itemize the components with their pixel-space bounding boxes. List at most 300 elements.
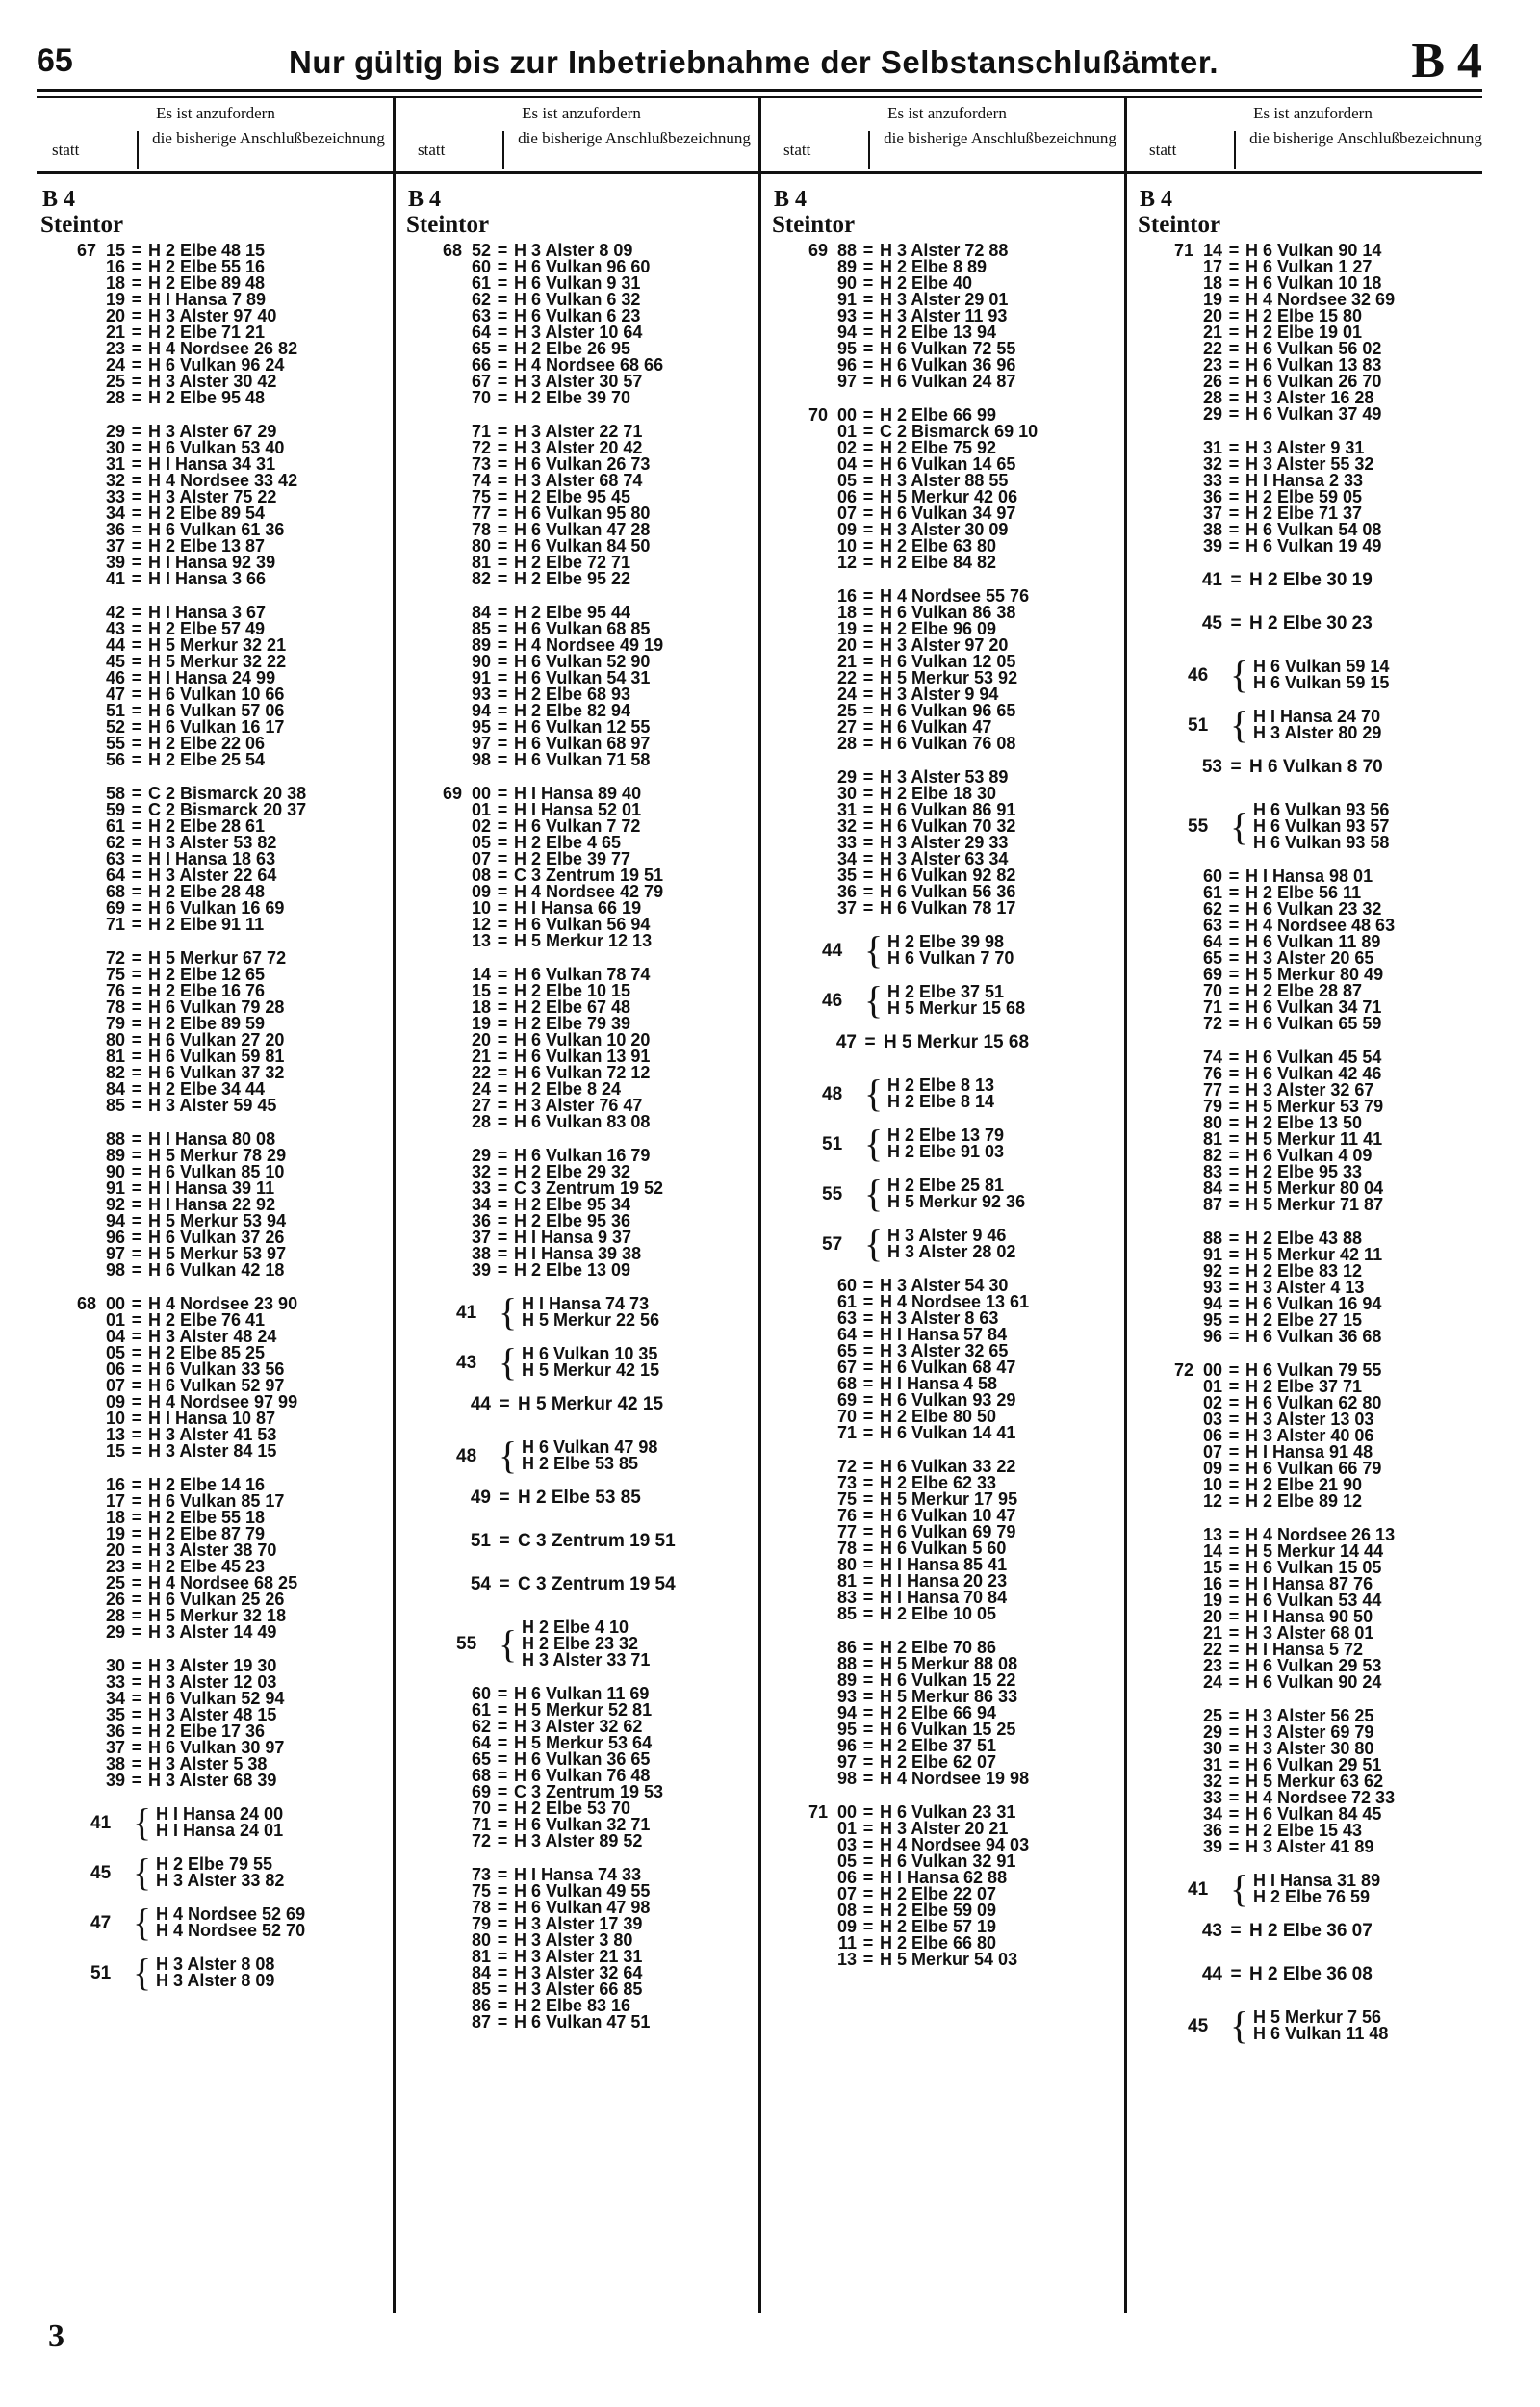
table-row	[770, 736, 1124, 752]
new-number: 77	[1202, 1080, 1222, 1100]
new-number: 77	[836, 1522, 857, 1541]
equals-sign: =	[862, 339, 874, 358]
new-number: 72	[836, 1457, 857, 1476]
previous-designation: H 3 Alster 12 03	[148, 1672, 277, 1692]
equals-sign: =	[1228, 1821, 1240, 1840]
new-number: 19	[105, 290, 125, 309]
equals-sign: =	[1228, 1294, 1240, 1313]
entry-list	[404, 243, 758, 2048]
section-name: Steintor	[406, 212, 490, 238]
table-row	[404, 1833, 758, 1850]
new-number: 70	[471, 388, 491, 407]
new-number: 43	[1201, 1921, 1222, 1941]
previous-designation: H 6 Vulkan 90 14	[1245, 241, 1382, 260]
previous-designation: H 2 Elbe 83 12	[1245, 1261, 1363, 1281]
new-number: 33	[1202, 471, 1222, 490]
single-entry	[1136, 1923, 1490, 1939]
equals-sign: =	[1228, 981, 1240, 1000]
previous-designation: H 2 Elbe 79 39	[514, 1014, 631, 1033]
previous-designation: C 2 Bismarck 20 38	[148, 784, 307, 803]
column-subheader	[1136, 100, 1490, 169]
equals-sign: =	[862, 422, 874, 441]
new-number: 00	[836, 405, 857, 425]
brace-glyph: {	[1230, 804, 1249, 848]
equals-sign: =	[131, 1211, 142, 1230]
previous-designation: H 2 Elbe 89 48	[148, 273, 266, 293]
equals-sign: =	[131, 273, 142, 293]
new-number: 64	[1202, 932, 1222, 951]
previous-designation: H 3 Alster 32 64	[514, 1963, 643, 1982]
equals-sign: =	[862, 619, 874, 638]
new-number: 89	[105, 1146, 125, 1165]
previous-designation: H 2 Elbe 4 10	[522, 1618, 629, 1637]
new-number: 02	[471, 816, 491, 836]
equals-sign: =	[862, 1588, 874, 1607]
new-number: 96	[836, 355, 857, 375]
previous-designation: H 2 Elbe 70 86	[880, 1638, 997, 1657]
equals-sign: =	[862, 833, 874, 852]
entry-group	[1136, 243, 1490, 423]
equals-sign: =	[497, 536, 508, 556]
previous-designation: H 2 Elbe 56 11	[1245, 883, 1362, 902]
new-number: 33	[1202, 1788, 1222, 1807]
new-number: 93	[836, 1687, 857, 1706]
previous-designation: H 2 Elbe 66 99	[880, 405, 997, 425]
new-number: 29	[105, 1622, 125, 1642]
previous-designation: H 3 Alster 9 46	[887, 1226, 1007, 1245]
equals-sign: =	[131, 1491, 142, 1511]
new-number: 30	[1202, 1739, 1222, 1758]
previous-designation-list	[156, 1906, 393, 1939]
previous-designation: H 4 Nordsee 33 42	[148, 471, 298, 490]
new-number: 74	[1202, 1048, 1222, 1067]
equals-sign: =	[1228, 1541, 1240, 1561]
previous-designation: H 3 Alster 69 79	[1245, 1722, 1374, 1742]
equals-sign: =	[1228, 1772, 1240, 1791]
previous-designation: C 2 Bismarck 69 10	[880, 422, 1039, 441]
entry-group	[1136, 1230, 1490, 1345]
subheader-request-label: Es ist anzufordern	[156, 104, 275, 122]
new-number: 71	[1202, 997, 1222, 1017]
entry-group	[404, 786, 758, 949]
previous-designation: H 2 Elbe 39 98	[887, 932, 1005, 951]
new-number: 75	[105, 965, 125, 984]
new-number: 96	[105, 1228, 125, 1247]
equals-sign: =	[862, 701, 874, 720]
equals-sign: =	[1228, 487, 1240, 506]
entry-group	[770, 769, 1124, 917]
equals-sign: =	[131, 1030, 142, 1049]
previous-designation: H 6 Vulkan 29 51	[1245, 1755, 1382, 1774]
table-row	[770, 1771, 1124, 1787]
equals-sign: =	[131, 652, 142, 671]
new-number: 11	[837, 1933, 857, 1953]
previous-designation: H I Hansa 39 38	[514, 1244, 642, 1263]
equals-sign: =	[131, 1178, 142, 1198]
new-number: 02	[836, 438, 857, 457]
equals-sign: =	[497, 981, 508, 1000]
previous-designation: H I Hansa 85 41	[880, 1555, 1008, 1574]
table-row	[404, 1262, 758, 1279]
previous-designation: H 2 Elbe 18 30	[880, 784, 997, 803]
subheader-previous-label: die bisherige Anschlußbezeichnung	[1249, 129, 1482, 147]
new-number: 91	[836, 290, 857, 309]
new-number: 20	[1202, 1607, 1222, 1626]
table-row	[770, 1606, 1124, 1622]
previous-designation: H 2 Elbe 22 06	[148, 734, 266, 753]
equals-sign: =	[1228, 1261, 1240, 1281]
previous-designation-list	[1253, 1873, 1490, 1905]
new-number: 55	[456, 1634, 477, 1654]
equals-sign: =	[497, 1733, 508, 1752]
equals-sign: =	[497, 553, 508, 572]
new-number: 90	[836, 273, 857, 293]
new-number: 52	[471, 241, 491, 260]
hundreds-prefix: 68	[76, 1294, 96, 1313]
equals-sign: =	[497, 619, 508, 638]
single-entry	[770, 1034, 1124, 1050]
previous-designation: H 5 Merkur 42 11	[1245, 1245, 1383, 1264]
equals-sign: =	[497, 668, 508, 687]
equals-sign: =	[497, 800, 508, 819]
equals-sign: =	[497, 388, 508, 407]
previous-designation: H 6 Vulkan 33 56	[148, 1359, 285, 1379]
equals-sign: =	[862, 471, 874, 490]
previous-designation: H 6 Vulkan 86 38	[880, 603, 1016, 622]
new-number: 19	[471, 1014, 491, 1033]
new-number: 48	[822, 1083, 843, 1104]
new-number: 24	[836, 685, 857, 704]
new-number: 68	[471, 1766, 491, 1785]
new-number: 79	[105, 1014, 125, 1033]
equals-sign: =	[1228, 1837, 1240, 1856]
new-number: 21	[471, 1047, 491, 1066]
new-number: 45	[1201, 613, 1222, 634]
new-number: 86	[471, 1996, 491, 2015]
new-number: 01	[1202, 1377, 1222, 1396]
previous-designation: H 2 Elbe 76 41	[148, 1310, 266, 1330]
previous-designation: H 5 Merkur 92 36	[887, 1192, 1026, 1211]
equals-sign: =	[131, 866, 142, 885]
equals-sign: =	[1230, 1964, 1242, 1984]
equals-sign: =	[862, 1851, 874, 1871]
equals-sign: =	[862, 1292, 874, 1311]
equals-sign: =	[862, 405, 874, 425]
entry-group	[38, 950, 393, 1114]
equals-sign: =	[862, 586, 874, 606]
equals-sign: =	[131, 898, 142, 918]
new-number: 76	[105, 981, 125, 1000]
previous-designation: H 6 Vulkan 79 55	[1245, 1360, 1382, 1380]
equals-sign: =	[1228, 1014, 1240, 1033]
equals-sign: =	[497, 1014, 508, 1033]
subheader-request-label: Es ist anzufordern	[1253, 104, 1373, 122]
previous-designation: H 2 Elbe 15 80	[1245, 306, 1363, 325]
new-number: 36	[471, 1211, 491, 1230]
previous-designation: H 6 Vulkan 13 91	[514, 1047, 651, 1066]
new-number: 63	[1202, 916, 1222, 935]
new-number: 84	[471, 603, 491, 622]
subheader-statt-label: statt	[52, 141, 80, 159]
previous-designation: H 2 Elbe 95 34	[514, 1195, 631, 1214]
equals-sign: =	[499, 1394, 510, 1414]
equals-sign: =	[131, 1260, 142, 1280]
brace-glyph: {	[499, 1290, 518, 1333]
equals-sign: =	[497, 306, 508, 325]
previous-designation: H 3 Alster 11 93	[880, 306, 1008, 325]
entry-group	[770, 407, 1124, 571]
brace-glyph: {	[1230, 2004, 1249, 2047]
entry-group	[38, 1296, 393, 1460]
equals-sign: =	[131, 619, 142, 638]
equals-sign: =	[1228, 1607, 1240, 1626]
equals-sign: =	[497, 1047, 508, 1066]
equals-sign: =	[862, 603, 874, 622]
equals-sign: =	[497, 1244, 508, 1263]
previous-designation: H 2 Elbe 39 77	[514, 849, 631, 868]
new-number: 81	[836, 1571, 857, 1591]
previous-designation-list	[887, 1178, 1124, 1210]
new-number: 78	[105, 997, 125, 1017]
previous-designation: H 3 Alster 9 94	[880, 685, 999, 704]
previous-designation: H 6 Vulkan 76 08	[880, 734, 1016, 753]
previous-designation-list	[156, 1856, 393, 1889]
new-number: 75	[471, 1881, 491, 1901]
new-number: 81	[471, 553, 491, 572]
new-number: 98	[471, 750, 491, 769]
entry-group	[404, 1686, 758, 1850]
previous-designation: H 2 Elbe 26 95	[514, 339, 631, 358]
column-subheader	[404, 100, 758, 169]
previous-designation: H 5 Merkur 71 87	[1245, 1195, 1384, 1214]
equals-sign: =	[497, 1162, 508, 1181]
subheader-request-label: Es ist anzufordern	[522, 104, 641, 122]
new-number: 60	[471, 257, 491, 276]
previous-designation: H 2 Elbe 57 19	[880, 1917, 997, 1936]
equals-sign: =	[131, 1195, 142, 1214]
column-subheader	[38, 100, 393, 169]
equals-sign: =	[1228, 1162, 1240, 1181]
equals-sign: =	[497, 438, 508, 457]
previous-designation: H 6 Vulkan 83 08	[514, 1112, 651, 1131]
hundreds-prefix: 67	[76, 241, 96, 260]
equals-sign: =	[1228, 997, 1240, 1017]
previous-designation: H 6 Vulkan 37 49	[1245, 404, 1382, 424]
previous-designation: H 2 Elbe 53 85	[522, 1454, 639, 1473]
equals-sign: =	[862, 717, 874, 737]
table-row	[1136, 538, 1490, 555]
equals-sign: =	[497, 2012, 508, 2032]
previous-designation-list	[156, 1956, 393, 1989]
equals-sign: =	[1228, 1788, 1240, 1807]
previous-designation: H 2 Elbe 37 71	[1245, 1377, 1363, 1396]
equals-sign: =	[862, 882, 874, 901]
hundreds-prefix: 70	[808, 405, 828, 425]
braced-entry	[38, 1951, 393, 1994]
entry-group	[770, 1459, 1124, 1622]
braced-entry	[404, 1340, 758, 1384]
previous-designation: H I Hansa 18 63	[148, 849, 276, 868]
equals-sign: =	[131, 1096, 142, 1115]
new-number: 23	[1202, 355, 1222, 375]
braced-entry	[38, 1901, 393, 1944]
new-number: 28	[836, 734, 857, 753]
equals-sign: =	[862, 372, 874, 391]
new-number: 61	[105, 816, 125, 836]
previous-designation: H 3 Alster 97 40	[148, 306, 277, 325]
new-number: 05	[836, 471, 857, 490]
equals-sign: =	[1228, 339, 1240, 358]
previous-designation: H 6 Vulkan 56 36	[880, 882, 1016, 901]
new-number: 15	[105, 241, 125, 260]
previous-designation: H 2 Elbe 53 85	[518, 1488, 641, 1508]
equals-sign: =	[497, 1228, 508, 1247]
equals-sign: =	[862, 1407, 874, 1426]
previous-designation: H 2 Elbe 89 59	[148, 1014, 266, 1033]
previous-designation: H I Hansa 89 40	[514, 784, 642, 803]
entry-group	[38, 1658, 393, 1789]
equals-sign: =	[1228, 355, 1240, 375]
braced-entry	[1136, 802, 1490, 851]
previous-designation: H 2 Elbe 25 54	[148, 750, 266, 769]
hundreds-prefix: 71	[1173, 241, 1194, 260]
previous-designation: H 4 Nordsee 68 66	[514, 355, 664, 375]
previous-designation: H 6 Vulkan 15 25	[880, 1720, 1016, 1739]
equals-sign: =	[862, 1901, 874, 1920]
equals-sign: =	[497, 1146, 508, 1165]
braced-entry	[770, 928, 1124, 971]
previous-designation: H 6 Vulkan 47	[880, 717, 992, 737]
equals-sign: =	[1228, 1393, 1240, 1412]
new-number: 72	[105, 948, 125, 968]
equals-sign: =	[862, 1473, 874, 1492]
previous-designation: H 6 Vulkan 54 31	[514, 668, 651, 687]
previous-designation: H 5 Merkur 78 29	[148, 1146, 287, 1165]
previous-designation: H 6 Vulkan 16 79	[514, 1146, 651, 1165]
new-number: 70	[471, 1799, 491, 1818]
equals-sign: =	[497, 1766, 508, 1785]
new-number: 37	[471, 1228, 491, 1247]
previous-designation: H 6 Vulkan 61 36	[148, 520, 285, 539]
equals-sign: =	[131, 965, 142, 984]
new-number: 55	[822, 1183, 843, 1204]
equals-sign: =	[862, 323, 874, 342]
equals-sign: =	[862, 784, 874, 803]
new-number: 12	[836, 553, 857, 572]
previous-designation: H 2 Elbe 72 71	[514, 553, 631, 572]
equals-sign: =	[131, 1771, 142, 1790]
entry-group	[38, 243, 393, 406]
hundreds-prefix: 68	[442, 241, 462, 260]
subheader-divider	[502, 131, 504, 169]
previous-designation-list	[887, 1228, 1124, 1260]
table-row	[1136, 1493, 1490, 1510]
previous-designation-list	[887, 1077, 1124, 1110]
previous-designation: H 3 Alster 75 22	[148, 487, 277, 506]
new-number: 36	[1202, 1821, 1222, 1840]
brace-glyph: {	[864, 1172, 884, 1215]
new-number: 15	[105, 1441, 125, 1461]
equals-sign: =	[497, 1717, 508, 1736]
brace-glyph: {	[864, 928, 884, 971]
previous-designation: H 6 Vulkan 53 40	[148, 438, 285, 457]
previous-designation: H 6 Vulkan 11 69	[514, 1684, 650, 1703]
equals-sign: =	[862, 1752, 874, 1772]
equals-sign: =	[131, 323, 142, 342]
previous-designation: H 2 Elbe 55 18	[148, 1508, 266, 1527]
new-number: 91	[105, 1178, 125, 1198]
equals-sign: =	[862, 1917, 874, 1936]
previous-designation: H I Hansa 87 76	[1245, 1574, 1373, 1593]
braced-entry	[404, 1619, 758, 1669]
previous-designation: H 2 Elbe 13 79	[887, 1126, 1005, 1145]
equals-sign: =	[131, 438, 142, 457]
table-row	[38, 1773, 393, 1789]
new-number: 09	[836, 520, 857, 539]
equals-sign: =	[497, 1112, 508, 1131]
new-number: 78	[471, 520, 491, 539]
directory-column-1	[38, 100, 393, 2343]
table-row	[770, 900, 1124, 917]
new-number: 20	[471, 1030, 491, 1049]
brace-glyph: {	[133, 1851, 152, 1894]
previous-designation: H 6 Vulkan 11 48	[1253, 2024, 1389, 2043]
equals-sign: =	[497, 652, 508, 671]
equals-sign: =	[497, 866, 508, 885]
previous-designation: H 5 Merkur 53 94	[148, 1211, 287, 1230]
column-divider	[758, 98, 761, 2313]
entry-group	[1136, 1527, 1490, 1691]
new-number: 32	[471, 1162, 491, 1181]
table-row	[38, 571, 393, 587]
previous-designation: H 6 Vulkan 59 15	[1253, 673, 1390, 692]
equals-sign: =	[862, 1308, 874, 1328]
new-number: 24	[105, 355, 125, 375]
equals-sign: =	[497, 1980, 508, 1999]
equals-sign: =	[131, 816, 142, 836]
previous-designation: H 3 Alster 20 65	[1245, 948, 1374, 968]
new-number: 38	[471, 1244, 491, 1263]
equals-sign: =	[1228, 1146, 1240, 1165]
previous-designation: H I Hansa 80 08	[148, 1129, 276, 1149]
table-row	[404, 2014, 758, 2031]
previous-designation: H 6 Vulkan 71 58	[514, 750, 651, 769]
new-number: 98	[105, 1260, 125, 1280]
new-number: 83	[836, 1588, 857, 1607]
previous-designation: H 6 Vulkan 25 26	[148, 1590, 285, 1609]
new-number: 79	[471, 1914, 491, 1933]
previous-designation: H 3 Alster 16 28	[1245, 388, 1374, 407]
previous-designation: H 4 Nordsee 32 69	[1245, 290, 1396, 309]
previous-designation: H 5 Merkur 42 15	[518, 1394, 664, 1414]
new-number: 93	[836, 306, 857, 325]
new-number: 09	[105, 1392, 125, 1411]
new-number: 65	[1202, 948, 1222, 968]
previous-designation: H 3 Alster 32 62	[514, 1717, 643, 1736]
equals-sign: =	[1228, 241, 1240, 260]
previous-designation: H 6 Vulkan 76 48	[514, 1766, 651, 1785]
previous-designation: H 6 Vulkan 84 45	[1245, 1804, 1382, 1824]
equals-sign: =	[862, 1457, 874, 1476]
previous-designation: C 3 Zentrum 19 53	[514, 1782, 664, 1801]
new-number: 32	[836, 816, 857, 836]
previous-designation: H 2 Elbe 25 81	[887, 1176, 1005, 1195]
equals-sign: =	[131, 948, 142, 968]
previous-designation: H 3 Alster 55 32	[1245, 454, 1374, 474]
previous-designation: H 6 Vulkan 95 80	[514, 504, 651, 523]
previous-designation: H I Hansa 24 70	[1253, 707, 1381, 726]
equals-sign: =	[497, 734, 508, 753]
